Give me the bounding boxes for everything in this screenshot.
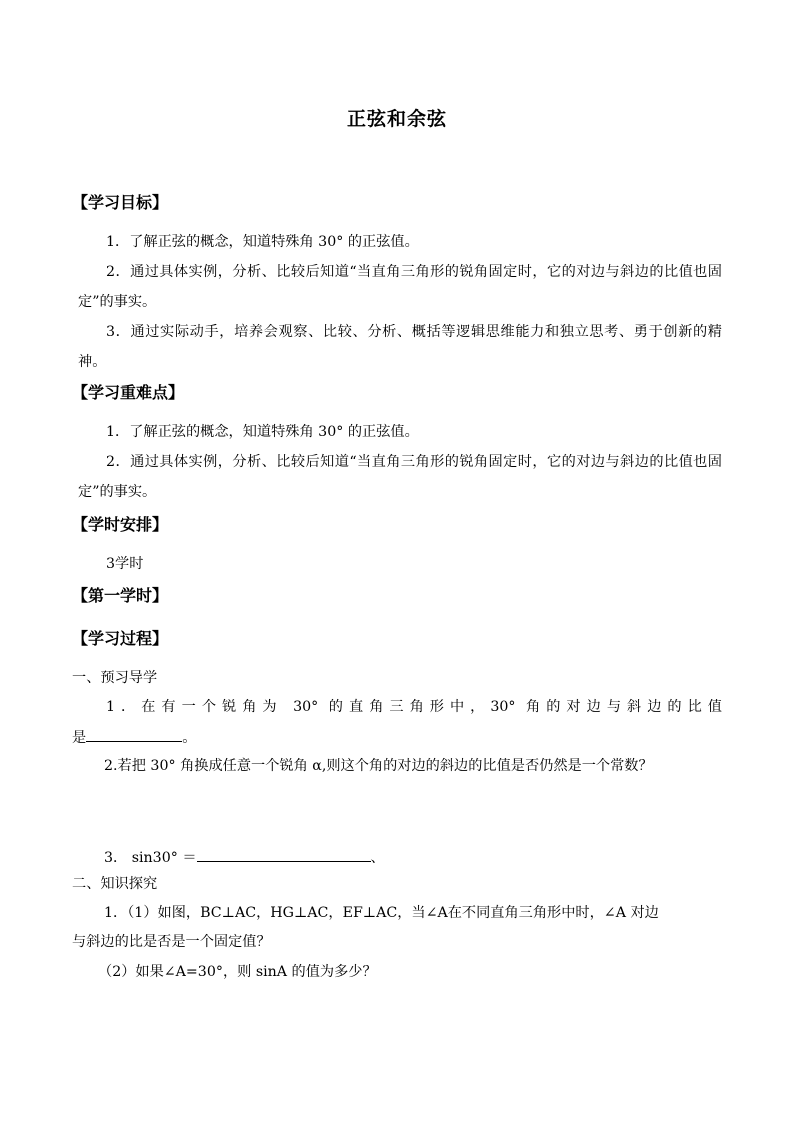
answer-blank-2[interactable] xyxy=(197,845,371,862)
preview-question-2: 2.若把 30° 角换成任意一个锐角 α,则这个角的对边的斜边的比值是否仍然是一个常数？ xyxy=(104,758,653,774)
section-explore-title: 二、知识探究 xyxy=(72,876,158,892)
answer-prefix: 是 xyxy=(72,730,87,746)
explore-question-1-cont: 与斜边的比是否是一个固定值？ xyxy=(72,934,271,950)
goal-item-2: 2．通过具体实例，分析、比较后知道“当直角三角形的锐角固定时，它的对边与斜边的比值也固定”的事实。 xyxy=(78,264,722,310)
goal-item-3: 3．通过实际动手，培养会观察、比较、分析、概括等逻辑思维能力和独立思考、勇于创新的精神。 xyxy=(78,324,722,370)
answer-blank-1[interactable] xyxy=(86,725,182,742)
preview-question-1-answer xyxy=(72,725,196,747)
section-preview-title: 一、预习导学 xyxy=(72,670,158,686)
heading-first-period: 【第一学时】 xyxy=(72,586,169,605)
key-point-item-2: 2．通过具体实例，分析、比较后知道“当直角三角形的锐角固定时，它的对边与斜边的比值也固定”的事实。 xyxy=(78,454,722,500)
page-title: 正弦和余弦 xyxy=(346,108,447,130)
heading-schedule: 【学时安排】 xyxy=(72,515,169,534)
preview-question-3 xyxy=(104,845,385,867)
key-point-item-1: 1．了解正弦的概念，知道特殊角 30° 的正弦值。 xyxy=(106,424,419,440)
explore-question-1: 1．（1）如图，BC⊥AC，HG⊥AC，EF⊥AC，当∠A在不同直角三角形中时，∠A 对边 xyxy=(104,905,659,921)
schedule-text: 3学时 xyxy=(106,556,144,572)
explore-question-1-part-2: （2）如果∠A=30°，则 sinA 的值为多少？ xyxy=(98,964,377,980)
heading-learning-process: 【学习过程】 xyxy=(72,629,169,648)
sin-expression: 3． sin30° ＝ xyxy=(104,850,197,866)
sin-suffix: 、 xyxy=(370,850,385,866)
heading-key-points: 【学习重难点】 xyxy=(72,383,185,402)
goal-item-1: 1．了解正弦的概念，知道特殊角 30° 的正弦值。 xyxy=(106,234,419,250)
heading-learning-goals: 【学习目标】 xyxy=(72,193,169,212)
answer-suffix: 。 xyxy=(182,730,197,746)
preview-question-1: 1．在有一个锐角为 30° 的直角三角形中，30° 角的对边与斜边的比值 xyxy=(106,699,722,715)
